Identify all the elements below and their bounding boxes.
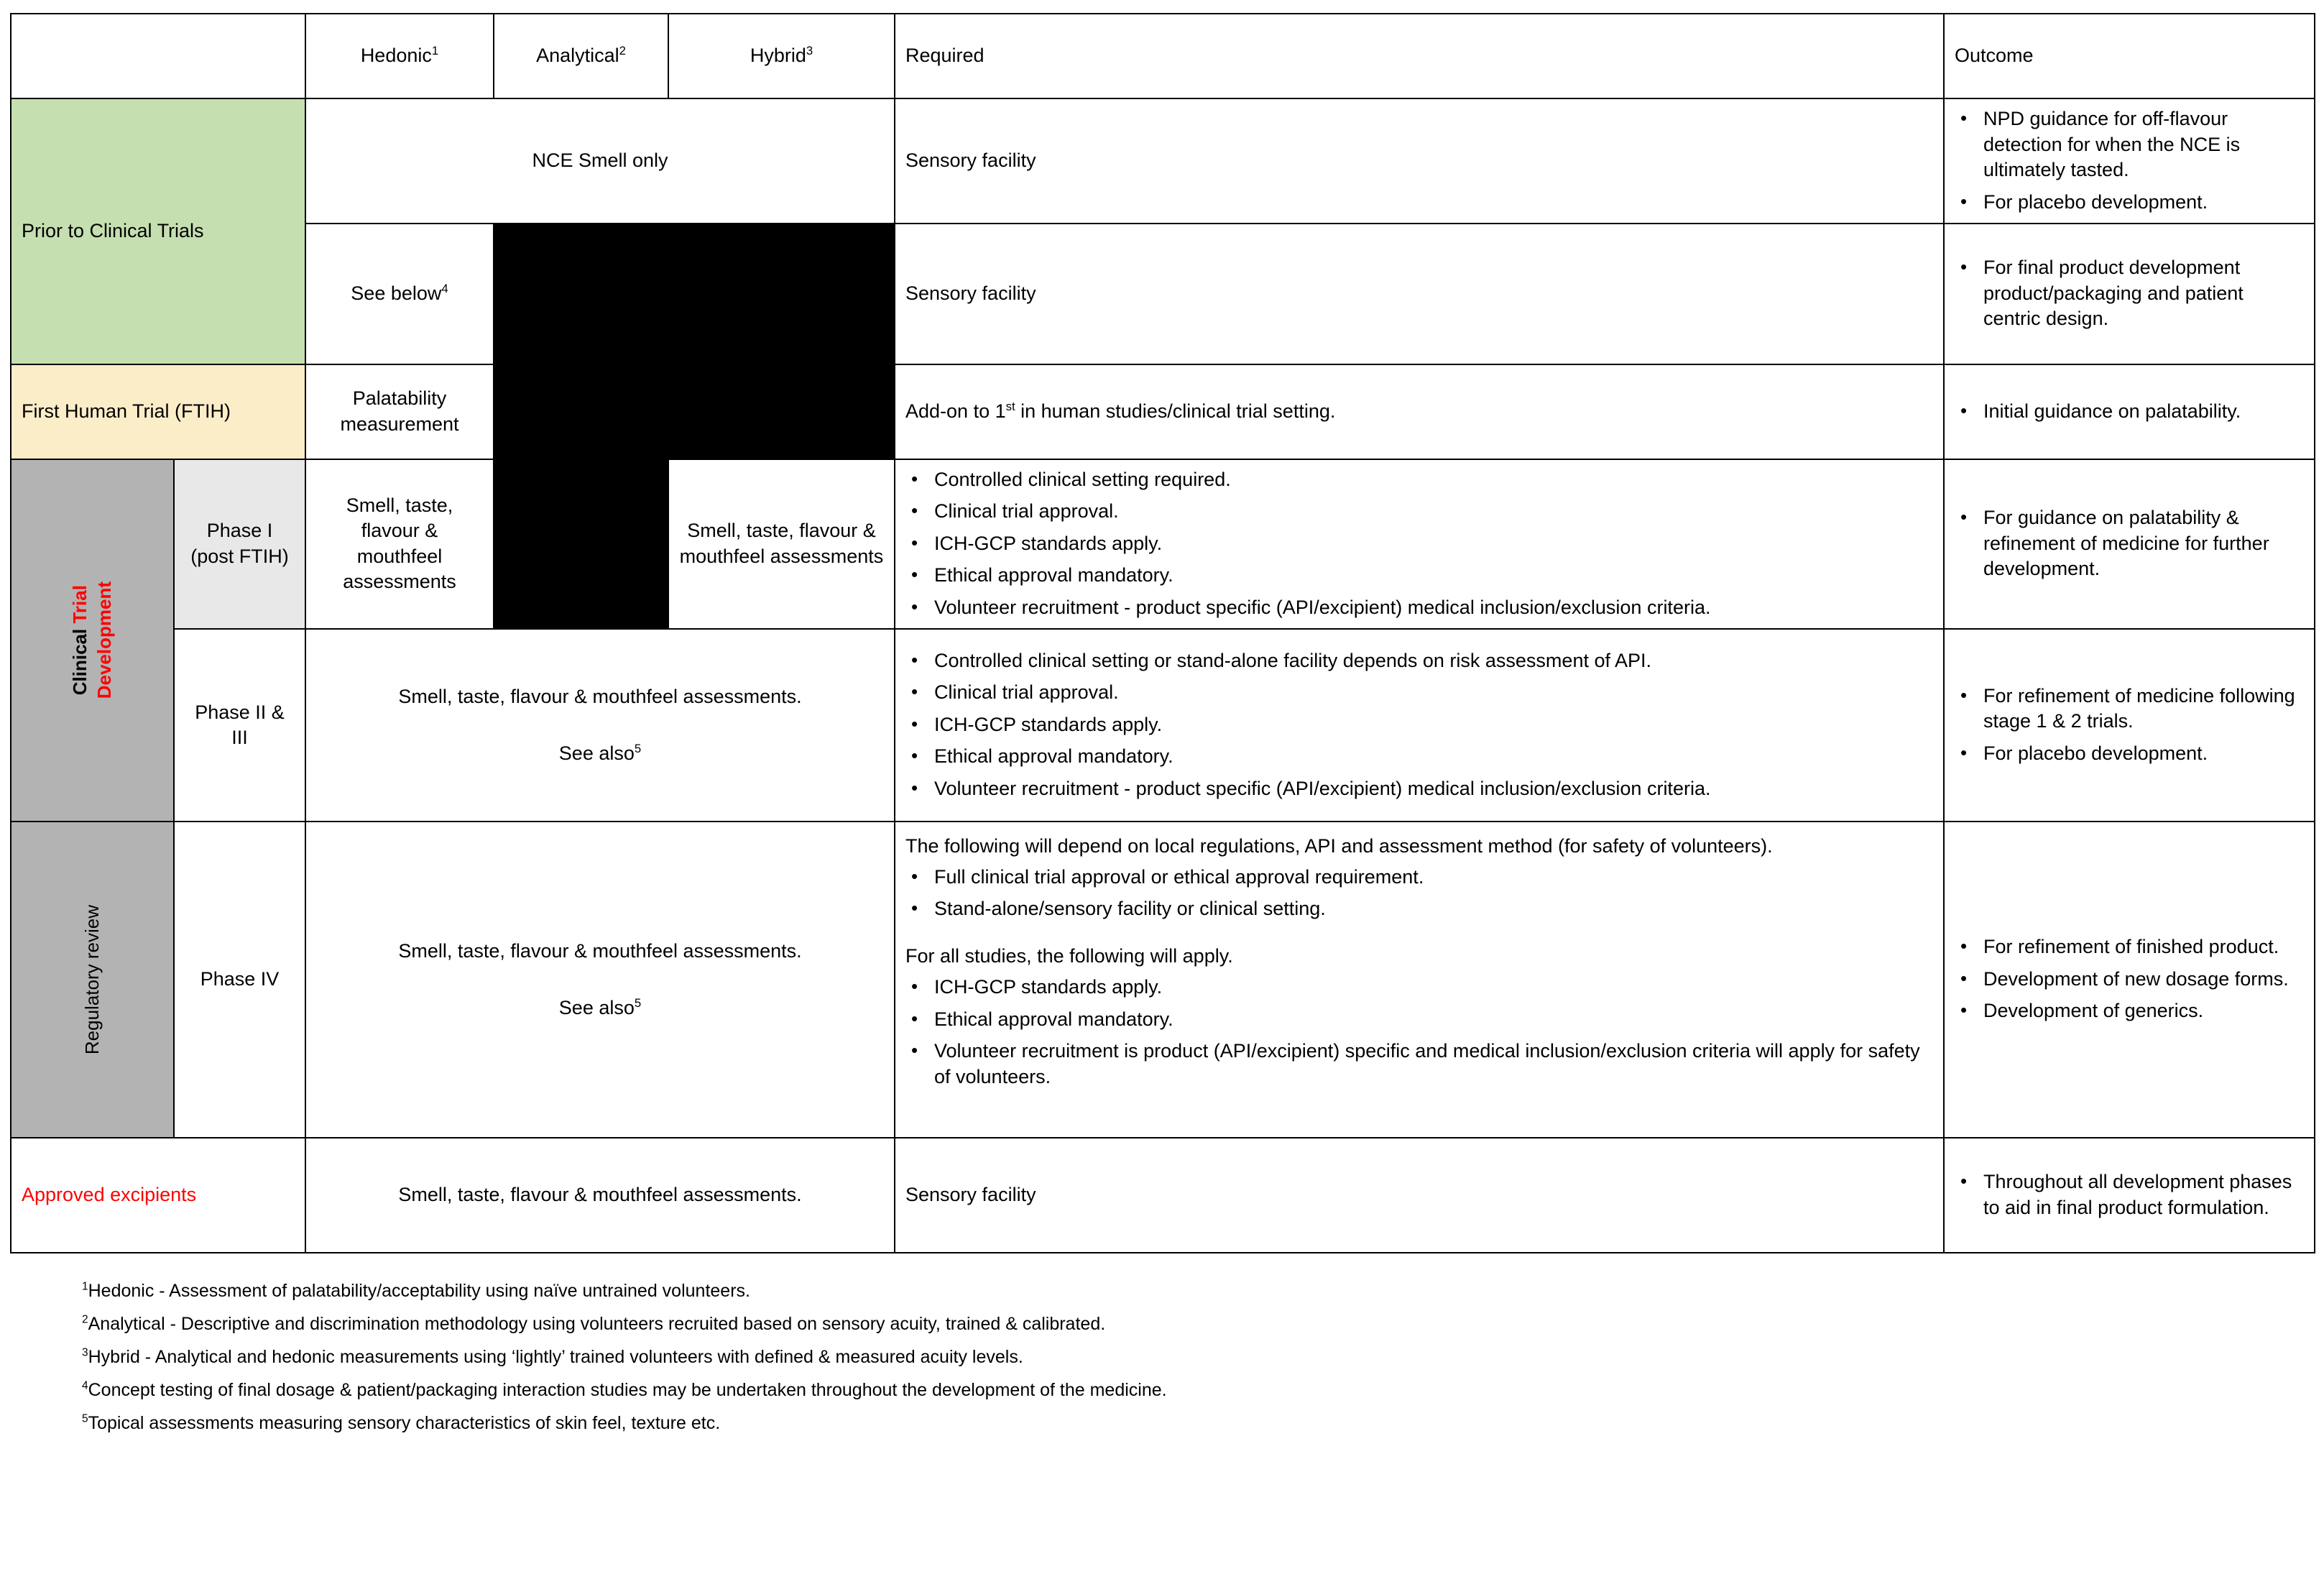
header-analytical — [494, 14, 668, 98]
list-item: • For refinement of medicine following stage 1 & 2 trials. — [1983, 684, 2304, 735]
cell-phase-iv-outcome — [1944, 822, 2315, 1138]
footnote-text: Hybrid - Analytical and hedonic measurements using ‘lightly’ trained volunteers with defined & measured acuity levels. — [88, 1346, 1023, 1367]
list-item: • For placebo development. — [1983, 741, 2304, 767]
required-text-pre: Add-on to 1 — [905, 400, 1006, 422]
footnote-2 — [82, 1315, 2314, 1333]
cell-prior-nce-required — [895, 98, 1944, 224]
header-hybrid-label: Hybrid — [750, 45, 806, 67]
cell-phase-iv-methods — [305, 822, 895, 1138]
list-item: • ICH-GCP standards apply. — [934, 975, 1933, 1000]
cell-ftih-hedonic — [305, 364, 494, 459]
list-item: • ICH-GCP standards apply. — [934, 712, 1933, 738]
cell-phase-i-outcome — [1944, 459, 2315, 629]
list-item: • For guidance on palatability & refinement of medicine for further development. — [1983, 505, 2304, 582]
hybrid-assessment-text: Smell, taste, flavour & mouthfeel assessments — [679, 520, 884, 567]
table-header-row — [11, 14, 2315, 98]
header-required: Required — [895, 14, 1944, 98]
cell-prior-see-below-outcome — [1944, 224, 2315, 364]
footnote-text: Concept testing of final dosage & patient/packaging interaction studies may be undertaken throughout the development of the medicine. — [88, 1379, 1167, 1400]
development-word: Development — [93, 581, 115, 699]
stage-cell-prior-to-clinical-trials — [11, 98, 305, 364]
cell-approved-excipients-required — [895, 1138, 1944, 1253]
stage-label-regulatory-review: Regulatory review — [81, 904, 103, 1054]
sub-stage-label-phase-i-line1: Phase I — [206, 520, 273, 542]
sub-stage-cell-phase-i — [174, 459, 305, 629]
hedonic-assessment-text: Smell, taste, flavour & mouthfeel assessments — [343, 494, 456, 592]
cell-ftih-required — [895, 364, 1944, 459]
list-item: • Throughout all development phases to aid in final product formulation. — [1983, 1169, 2304, 1220]
header-hybrid — [668, 14, 895, 98]
see-also-wrap — [316, 995, 884, 1021]
footnote-marker: 1 — [82, 1280, 88, 1293]
clinical-word: Clinical — [68, 628, 91, 696]
method-text-wrap — [316, 939, 884, 1021]
list-item: • Volunteer recruitment - product specific (API/excipient) medical inclusion/exclusion criteria. — [934, 776, 1933, 802]
list-item: • NPD guidance for off-flavour detection for when the NCE is ultimately tasted. — [1983, 106, 2304, 183]
row-approved-excipients — [11, 1138, 2315, 1253]
list-item: • Clinical trial approval. — [934, 499, 1933, 525]
footnotes — [10, 1282, 2314, 1432]
cell-prior-nce-outcome — [1944, 98, 2315, 224]
stage-cell-clinical-trial-development — [11, 459, 174, 822]
cell-prior-see-below-required — [895, 224, 1944, 364]
outcome-list — [1955, 505, 2304, 582]
method-text: Smell, taste, flavour & mouthfeel assessments. — [398, 939, 802, 962]
outcome-list — [1955, 684, 2304, 767]
row-ftih — [11, 364, 2315, 459]
list-item: • Ethical approval mandatory. — [934, 744, 1933, 770]
list-item: • Controlled clinical setting required. — [934, 467, 1933, 493]
sensory-assessment-matrix — [10, 13, 2315, 1253]
footnote-3 — [82, 1348, 2314, 1366]
header-stage — [11, 14, 305, 98]
required-text: Sensory facility — [905, 1184, 1036, 1206]
list-item: • For final product development product/packaging and patient centric design. — [1983, 255, 2304, 332]
cell-phase-i-required — [895, 459, 1944, 629]
list-item: • Full clinical trial approval or ethical approval requirement. — [934, 865, 1933, 891]
list-item: • For placebo development. — [1983, 190, 2304, 216]
cell-phase-ii-iii-outcome — [1944, 629, 2315, 822]
outcome-list — [1955, 399, 2304, 425]
stage-label-first-human-trial: First Human Trial (FTIH) — [22, 400, 231, 422]
sub-stage-cell-phase-ii-iii — [174, 629, 305, 822]
footnote-marker: 3 — [82, 1346, 88, 1359]
list-item: • Ethical approval mandatory. — [934, 563, 1933, 589]
vertical-label-wrap — [16, 464, 169, 816]
required-text: Sensory facility — [905, 149, 1036, 172]
see-also-sup: 5 — [634, 741, 642, 755]
footnote-text: Analytical - Descriptive and discrimination methodology using volunteers recruited based on sensory acuity, trained & calibrated. — [88, 1313, 1106, 1334]
sub-stage-label-phase-iv: Phase IV — [200, 968, 280, 990]
stage-cell-first-human-trial — [11, 364, 305, 459]
footnote-marker: 4 — [82, 1379, 88, 1392]
header-hedonic — [305, 14, 494, 98]
footnote-4 — [82, 1381, 2314, 1399]
list-item: • Initial guidance on palatability. — [1983, 399, 2304, 425]
see-also-text: See also — [558, 742, 635, 764]
stage-cell-regulatory-review — [11, 822, 174, 1138]
stage-label-clinical-trial-development — [68, 581, 117, 699]
sub-stage-label-phase-i-line2: (post FTIH) — [190, 545, 289, 567]
footnote-text: Hedonic - Assessment of palatability/acceptability using naïve untrained volunteers. — [88, 1280, 750, 1301]
required-list-2 — [905, 975, 1933, 1090]
list-item: • Volunteer recruitment - product specific (API/excipient) medical inclusion/exclusion criteria. — [934, 595, 1933, 621]
blocked-cell-analytical-hybrid-prior — [494, 224, 895, 459]
method-text: Smell, taste, flavour & mouthfeel assessments. — [398, 1184, 802, 1206]
nce-smell-only-text: NCE Smell only — [532, 149, 668, 172]
outcome-list — [1955, 934, 2304, 1024]
list-item: • Controlled clinical setting or stand-alone facility depends on risk assessment of API. — [934, 648, 1933, 674]
footnote-text: Topical assessments measuring sensory characteristics of skin feel, texture etc. — [88, 1412, 721, 1433]
list-item: • Stand-alone/sensory facility or clinical setting. — [934, 896, 1933, 922]
palatability-measurement-text: Palatability measurement — [340, 387, 459, 435]
list-item: • Ethical approval mandatory. — [934, 1007, 1933, 1033]
list-item: • Development of new dosage forms. — [1983, 967, 2304, 993]
footnote-1 — [82, 1282, 2314, 1300]
required-intro-2: For all studies, the following will apply. — [905, 944, 1233, 967]
cell-approved-excipients-methods — [305, 1138, 895, 1253]
list-item: • Clinical trial approval. — [934, 680, 1933, 706]
stage-cell-approved-excipients — [11, 1138, 305, 1253]
trial-word: Trial — [68, 584, 91, 624]
see-also-text: See also — [558, 996, 635, 1018]
header-hedonic-label: Hedonic — [360, 45, 432, 67]
list-item: • ICH-GCP standards apply. — [934, 531, 1933, 557]
required-intro-1: The following will depend on local regulations, API and assessment method (for safety of volunteers). — [905, 834, 1773, 857]
cell-phase-i-hybrid — [668, 459, 895, 629]
see-also-wrap — [316, 741, 884, 766]
required-list-1 — [905, 865, 1933, 922]
required-list — [905, 648, 1933, 802]
sub-stage-label-phase-ii-iii: Phase II & III — [195, 701, 285, 748]
required-text-sup: st — [1005, 399, 1015, 413]
row-prior-nce — [11, 98, 2315, 224]
vertical-label-wrap — [16, 827, 169, 1133]
outcome-list — [1955, 106, 2304, 216]
outcome-list — [1955, 255, 2304, 332]
row-phase-ii-iii — [11, 629, 2315, 822]
cell-phase-i-hedonic — [305, 459, 494, 629]
sub-stage-cell-phase-iv — [174, 822, 305, 1138]
cell-prior-nce-methods — [305, 98, 895, 224]
see-also-sup: 5 — [634, 995, 642, 1010]
stage-label-prior-to-clinical-trials: Prior to Clinical Trials — [22, 220, 204, 242]
row-prior-see-below — [11, 224, 2315, 364]
see-below-text: See below — [351, 282, 442, 304]
method-text: Smell, taste, flavour & mouthfeel assessments. — [398, 685, 802, 707]
see-below-sup: 4 — [441, 281, 448, 295]
cell-prior-hedonic — [305, 224, 494, 364]
list-item: • Development of generics. — [1983, 998, 2304, 1024]
header-analytical-sup: 2 — [619, 44, 626, 58]
row-phase-i — [11, 459, 2315, 629]
cell-phase-ii-iii-methods — [305, 629, 895, 822]
required-text-post: in human studies/clinical trial setting. — [1015, 400, 1336, 422]
row-phase-iv — [11, 822, 2315, 1138]
header-analytical-label: Analytical — [536, 45, 619, 67]
list-item: • Volunteer recruitment is product (API/excipient) specific and medical inclusion/exclusion criteria will apply for safety of volunteers. — [934, 1039, 1933, 1090]
header-outcome: Outcome — [1944, 14, 2315, 98]
outcome-list — [1955, 1169, 2304, 1220]
list-item: • For refinement of finished product. — [1983, 934, 2304, 960]
blocked-cell-analytical-phase-i — [494, 459, 668, 629]
cell-ftih-outcome — [1944, 364, 2315, 459]
required-list — [905, 467, 1933, 621]
cell-phase-iv-required — [895, 822, 1944, 1138]
stage-label-approved-excipients: Approved excipients — [22, 1184, 197, 1206]
method-text-wrap — [316, 684, 884, 766]
cell-approved-excipients-outcome — [1944, 1138, 2315, 1253]
header-hybrid-sup: 3 — [806, 44, 813, 58]
spacer — [905, 922, 1933, 944]
footnote-5 — [82, 1414, 2314, 1432]
footnote-marker: 5 — [82, 1412, 88, 1425]
cell-phase-ii-iii-required — [895, 629, 1944, 822]
required-text: Sensory facility — [905, 282, 1036, 304]
footnote-marker: 2 — [82, 1313, 88, 1326]
header-hedonic-sup: 1 — [431, 44, 439, 58]
